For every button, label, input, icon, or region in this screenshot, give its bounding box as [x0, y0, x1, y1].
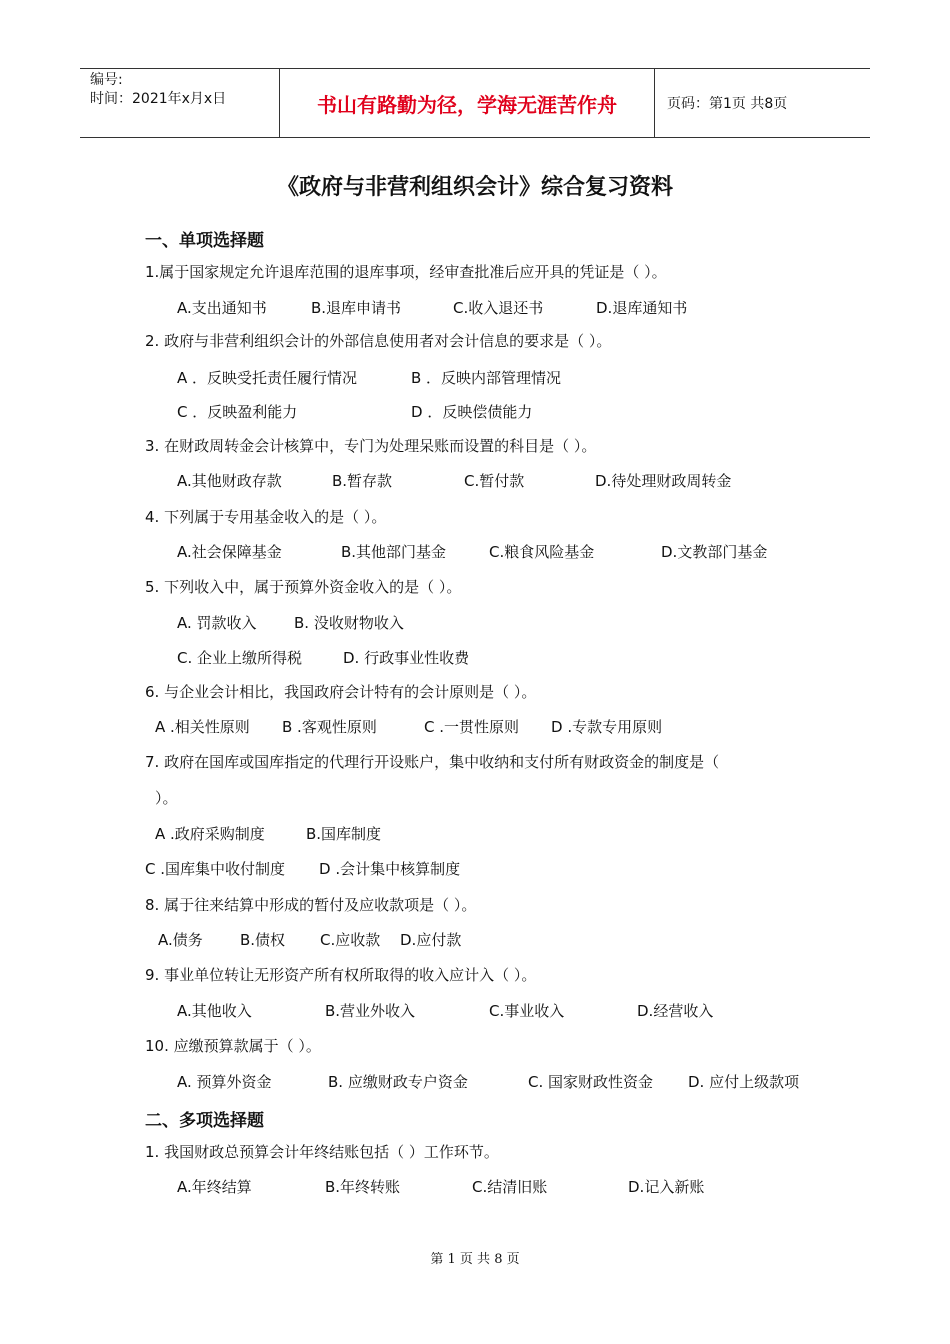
question-option: D.文教部门基金: [661, 543, 768, 561]
question-option: C.事业收入: [489, 1002, 565, 1020]
question-option: A .相关性原则: [155, 718, 250, 736]
question-option: A. 罚款收入: [177, 614, 257, 632]
question-option: A.支出通知书: [177, 299, 267, 317]
question-option: C.收入退还书: [453, 299, 544, 317]
question-option: C .一贯性原则: [424, 718, 520, 736]
question-option: A ．反映受托责任履行情况: [177, 369, 358, 387]
question-option: D.应付款: [400, 931, 462, 949]
question-option: B.暂存款: [332, 472, 393, 490]
question-option: D.记入新账: [628, 1178, 705, 1196]
question-option: A.债务: [158, 931, 203, 949]
question-stem: 7. 政府在国库或国库指定的代理行开设账户，集中收纳和支付所有财政资金的制度是（: [145, 753, 720, 771]
question-stem: 10. 应缴预算款属于（ ）。: [145, 1037, 321, 1055]
question-option: C ．反映盈利能力: [177, 403, 298, 421]
question-option: A.社会保障基金: [177, 543, 282, 561]
question-option: B.年终转账: [325, 1178, 401, 1196]
question-stem: 3. 在财政周转金会计核算中，专门为处理呆账而设置的科目是（ ）。: [145, 437, 597, 455]
question-option: C .国库集中收付制度: [145, 860, 286, 878]
question-option: D .会计集中核算制度: [319, 860, 461, 878]
question-option: D. 应付上级款项: [688, 1073, 800, 1091]
question-option: D.经营收入: [637, 1002, 714, 1020]
header-page-info: 页码：第1页 共8页: [667, 96, 788, 112]
question-option: D ．反映偿债能力: [411, 403, 533, 421]
question-option: B ．反映内部管理情况: [411, 369, 562, 387]
question-stem-continued: ）。: [155, 789, 178, 807]
question-option: B.退库申请书: [311, 299, 402, 317]
question-option: C.应收款: [320, 931, 381, 949]
question-stem: 8. 属于往来结算中形成的暂付及应收款项是（ ）。: [145, 896, 477, 914]
header-meta: [80, 69, 280, 137]
question-option: D .专款专用原则: [551, 718, 663, 736]
page-footer: 第 1 页 共 8 页: [430, 1252, 520, 1267]
question-option: B.营业外收入: [325, 1002, 416, 1020]
question-option: C.粮食风险基金: [489, 543, 595, 561]
question-option: B. 没收财物收入: [294, 614, 404, 632]
question-option: B.国库制度: [306, 825, 382, 843]
question-option: C.结清旧账: [472, 1178, 548, 1196]
question-stem: 9. 事业单位转让无形资产所有权所取得的收入应计入（ ）。: [145, 966, 537, 984]
header-table: [80, 68, 870, 138]
question-option: D.待处理财政周转金: [595, 472, 732, 490]
section-heading-multiple-choice: 二、多项选择题: [145, 1111, 264, 1131]
question-option: D.退库通知书: [596, 299, 688, 317]
header-motto: 书山有路勤为径，学海无涯苦作舟: [280, 69, 655, 137]
question-option: B. 应缴财政专户资金: [328, 1073, 468, 1091]
question-option: D. 行政事业性收费: [343, 649, 470, 667]
question-option: B.其他部门基金: [341, 543, 447, 561]
question-stem: 5. 下列收入中，属于预算外资金收入的是（ ）。: [145, 578, 462, 596]
question-option: B .客观性原则: [282, 718, 377, 736]
question-stem: 2. 政府与非营利组织会计的外部信息使用者对会计信息的要求是（ ）。: [145, 332, 612, 350]
document-title: 《政府与非营利组织会计》综合复习资料: [276, 175, 673, 200]
question-stem: 1. 我国财政总预算会计年终结账包括（ ）工作环节。: [145, 1143, 499, 1161]
question-option: A.年终结算: [177, 1178, 252, 1196]
question-option: A. 预算外资金: [177, 1073, 272, 1091]
question-stem: 1.属于国家规定允许退库范围的退库事项，经审查批准后应开具的凭证是（ ）。: [145, 263, 667, 281]
question-option: C. 企业上缴所得税: [177, 649, 303, 667]
question-stem: 4. 下列属于专用基金收入的是（ ）。: [145, 508, 387, 526]
section-heading-single-choice: 一、单项选择题: [145, 231, 264, 251]
question-option: C.暂付款: [464, 472, 525, 490]
question-option: A.其他收入: [177, 1002, 252, 1020]
question-stem: 6. 与企业会计相比，我国政府会计特有的会计原则是（ ）。: [145, 683, 537, 701]
question-option: A .政府采购制度: [155, 825, 265, 843]
question-option: A.其他财政存款: [177, 472, 282, 490]
question-option: B.债权: [240, 931, 286, 949]
number-label: 编号:: [90, 72, 123, 88]
time-label: 时间：2021年x月x日: [90, 91, 227, 107]
question-option: C. 国家财政性资金: [528, 1073, 654, 1091]
